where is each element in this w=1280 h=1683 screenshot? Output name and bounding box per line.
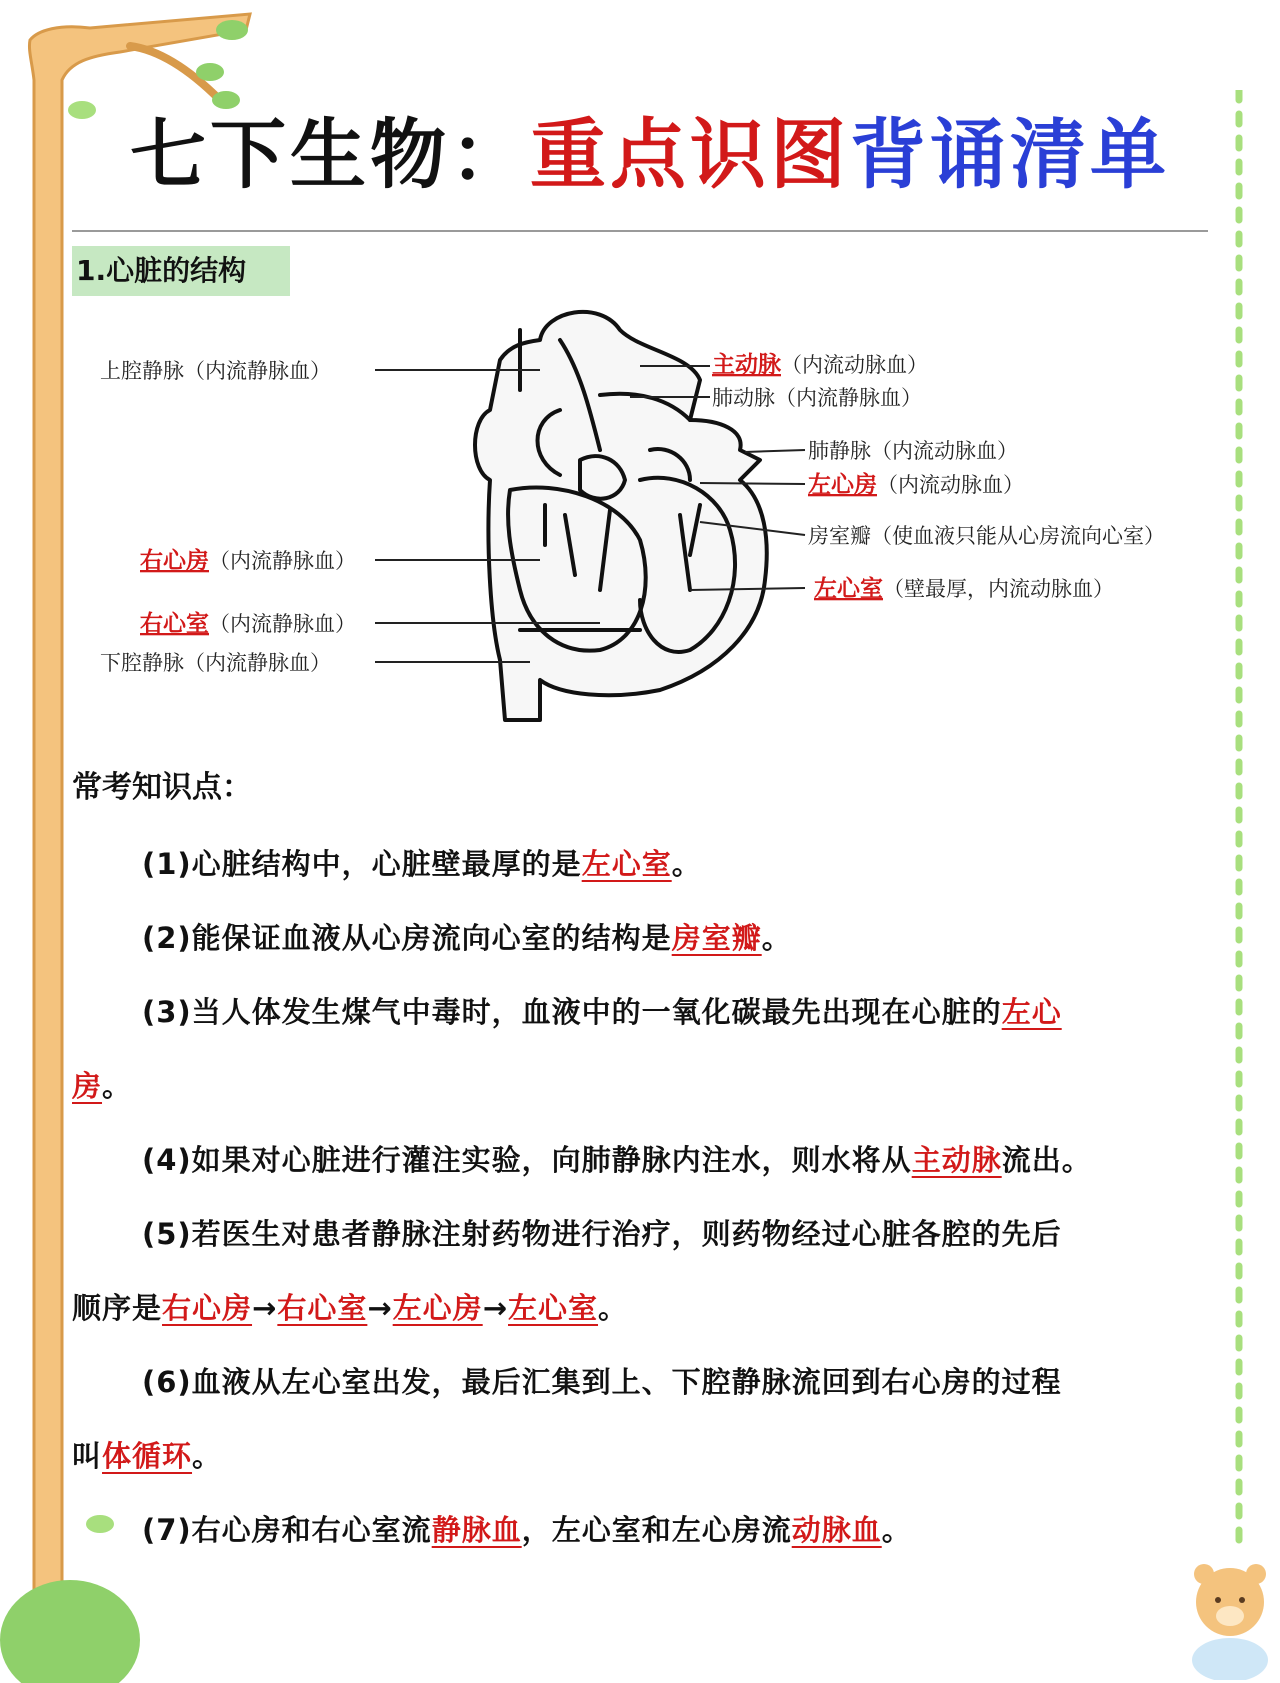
heart-diagram (0, 300, 1220, 740)
label-pulmonary-vein: 肺静脉（内流动脉血） (808, 439, 1018, 463)
label-right-ventricle: 右心室（内流静脉血） (140, 610, 356, 637)
label-superior-vena-cava: 上腔静脉（内流静脉血） (100, 359, 331, 383)
knowledge-points-title: 常考知识点： (72, 770, 252, 805)
knowledge-item-7: (7)右心房和右心室流静脉血，左心室和左心房流动脉血。 (142, 1513, 912, 1547)
label-aorta: 主动脉（内流动脉血） (712, 351, 928, 378)
section-label: 1.心脏的结构 (72, 246, 290, 296)
knowledge-item-4: (4)如果对心脏进行灌注实验，向肺静脉内注水，则水将从主动脉流出。 (142, 1143, 1092, 1177)
knowledge-item-3: (3)当人体发生煤气中毒时，血液中的一氧化碳最先出现在心脏的左心 (142, 995, 1062, 1029)
knowledge-item-5-cont: 顺序是右心房→右心室→左心房→左心室。 (72, 1291, 629, 1325)
title-blue: 背诵清单 (850, 110, 1170, 199)
knowledge-item-6: (6)血液从左心室出发，最后汇集到上、下腔静脉流回到右心房的过程 (142, 1365, 1062, 1399)
label-left-ventricle: 左心室（壁最厚，内流动脉血） (814, 575, 1114, 602)
title-black: 七下生物： (130, 110, 530, 199)
label-pulmonary-artery: 肺动脉（内流静脉血） (712, 386, 922, 410)
leaf-border-decoration (1225, 90, 1255, 1550)
page-title (130, 100, 1190, 210)
knowledge-item-6-cont: 叫体循环。 (72, 1439, 223, 1473)
label-right-atrium: 右心房（内流静脉血） (140, 547, 356, 574)
title-red: 重点识图 (530, 110, 850, 199)
label-left-atrium: 左心房（内流动脉血） (808, 471, 1024, 498)
bear-decoration (1180, 1540, 1280, 1680)
label-inferior-vena-cava: 下腔静脉（内流静脉血） (100, 651, 331, 675)
knowledge-item-1: (1)心脏结构中，心脏壁最厚的是左心室。 (142, 847, 702, 881)
knowledge-item-3-cont: 房。 (72, 1069, 133, 1103)
knowledge-item-2: (2)能保证血液从心房流向心室的结构是房室瓣。 (142, 921, 792, 955)
label-atrioventricular-valve: 房室瓣（使血液只能从心房流向心室） (808, 524, 1165, 548)
knowledge-item-5: (5)若医生对患者静脉注射药物进行治疗，则药物经过心脏各腔的先后 (142, 1217, 1062, 1251)
title-divider (72, 230, 1208, 232)
